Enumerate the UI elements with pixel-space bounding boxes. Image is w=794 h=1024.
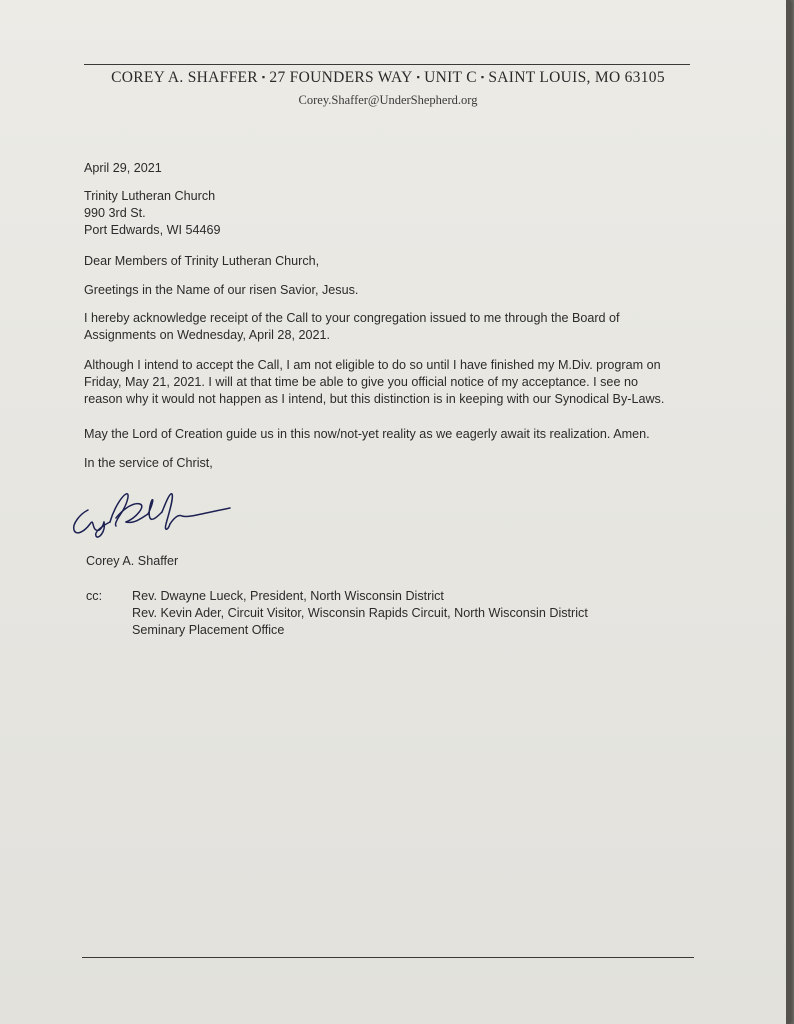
recipient-line: 990 3rd St. bbox=[84, 206, 146, 220]
paragraph-intent bbox=[84, 357, 664, 408]
letterhead-email: Corey.Shaffer@UnderShepherd.org bbox=[298, 93, 478, 107]
letterhead-top-rule bbox=[84, 64, 690, 65]
paragraph-line: Although I intend to accept the Call, I am not eligible to do so until I have finished my M.Div. program on bbox=[84, 358, 661, 372]
footer-rule bbox=[82, 957, 694, 958]
complimentary-close: In the service of Christ, bbox=[84, 456, 213, 470]
paragraph-line: Friday, May 21, 2021. I will at that time be able to give you official notice of my acceptance. I see no bbox=[84, 375, 638, 389]
cc-label: cc: bbox=[86, 589, 103, 603]
recipient-address bbox=[84, 188, 221, 239]
letterhead-street: 27 FOUNDERS WAY bbox=[269, 69, 413, 86]
letter-date: April 29, 2021 bbox=[84, 161, 162, 175]
paragraph-line: Assignments on Wednesday, April 28, 2021. bbox=[84, 328, 330, 342]
cc-recipients bbox=[132, 588, 588, 639]
letterhead-city: SAINT LOUIS, MO 63105 bbox=[488, 69, 665, 86]
opening-line: Greetings in the Name of our risen Savior, Jesus. bbox=[84, 283, 359, 297]
handwritten-signature bbox=[70, 488, 235, 540]
salutation: Dear Members of Trinity Lutheran Church, bbox=[84, 254, 320, 268]
letterhead-address bbox=[0, 69, 776, 87]
page-edge bbox=[786, 0, 790, 1024]
paragraph-acknowledgement bbox=[84, 310, 620, 344]
letterhead bbox=[0, 69, 776, 108]
letterhead-unit: UNIT C bbox=[424, 69, 477, 86]
letterhead-separator: ▪ bbox=[480, 72, 485, 82]
cc-recipient: Rev. Kevin Ader, Circuit Visitor, Wisconsin Rapids Circuit, North Wisconsin District bbox=[132, 606, 588, 620]
letterhead-separator: ▪ bbox=[416, 72, 421, 82]
recipient-line: Port Edwards, WI 54469 bbox=[84, 223, 221, 237]
signer-name: Corey A. Shaffer bbox=[86, 554, 179, 568]
letterhead-separator: ▪ bbox=[261, 72, 266, 82]
cc-recipient: Rev. Dwayne Lueck, President, North Wisconsin District bbox=[132, 589, 444, 603]
cc-recipient: Seminary Placement Office bbox=[132, 623, 285, 637]
paragraph-blessing: May the Lord of Creation guide us in this now/not-yet reality as we eagerly await its realization. Amen. bbox=[84, 427, 650, 441]
paragraph-line: reason why it would not happen as I intend, but this distinction is in keeping with our Synodical By-Laws. bbox=[84, 392, 665, 406]
letterhead-name: COREY A. SHAFFER bbox=[111, 69, 258, 86]
paragraph-line: I hereby acknowledge receipt of the Call to your congregation issued to me through the Board of bbox=[84, 311, 620, 325]
recipient-line: Trinity Lutheran Church bbox=[84, 189, 216, 203]
